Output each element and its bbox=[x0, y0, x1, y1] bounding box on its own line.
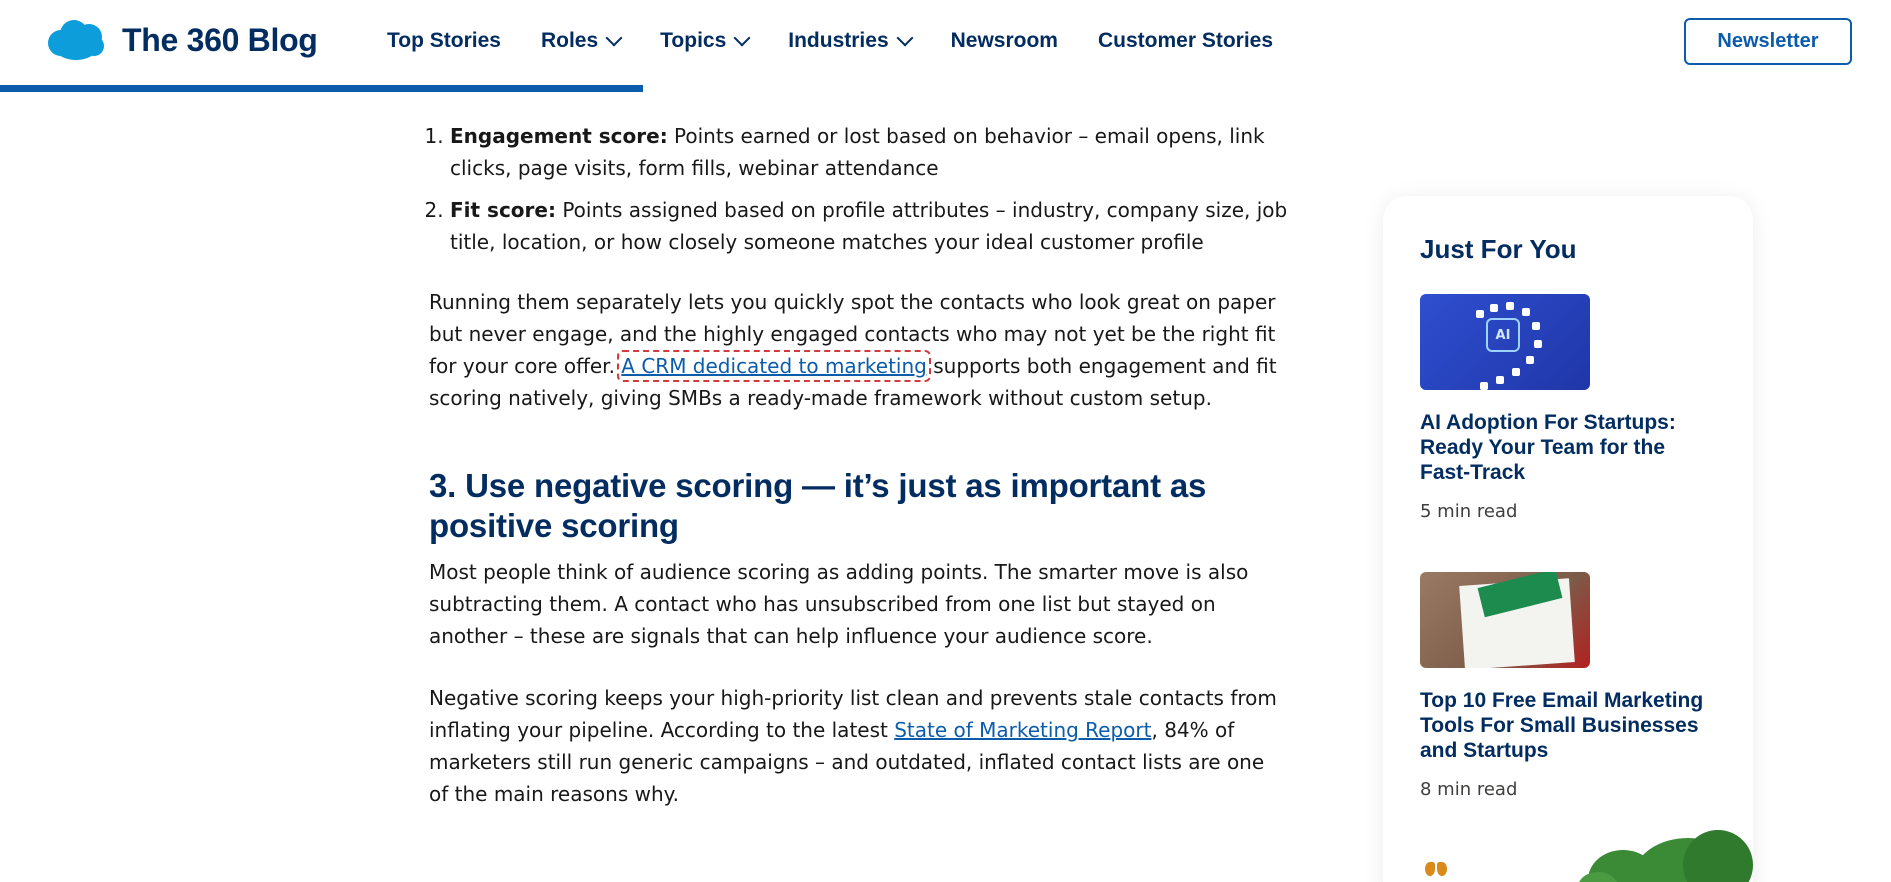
paragraph: Most people think of audience scoring as adding points. The smarter move is also subtracting them. A contact who has unsubscribed from one list but stayed on another – these are signals that can help influence your audience score. bbox=[429, 560, 1249, 648]
list-text: Points earned or lost based on behavior – email opens, link clicks, page visits, form fills, webinar attendance bbox=[450, 124, 1265, 180]
nav-topics[interactable] bbox=[660, 29, 748, 53]
chevron-down-icon bbox=[606, 30, 623, 47]
card-thumbnail bbox=[1420, 294, 1590, 390]
reading-progress-bar bbox=[0, 85, 1891, 92]
recommended-card[interactable] bbox=[1420, 294, 1720, 522]
site-header bbox=[0, 0, 1891, 92]
list-item bbox=[450, 120, 1289, 184]
main-nav bbox=[387, 29, 1273, 53]
just-for-you-sidebar bbox=[1383, 196, 1753, 882]
read-time: 8 min read bbox=[1420, 779, 1518, 800]
nav-customer-stories[interactable] bbox=[1098, 29, 1273, 53]
chevron-down-icon bbox=[734, 30, 751, 47]
nav-newsroom[interactable] bbox=[951, 29, 1058, 53]
list-item bbox=[450, 194, 1289, 258]
nav-roles[interactable] bbox=[541, 29, 620, 53]
butterfly-icon bbox=[1425, 860, 1447, 878]
nav-label: Topics bbox=[660, 29, 727, 52]
card-thumbnail bbox=[1420, 572, 1590, 668]
nav-label: Customer Stories bbox=[1097, 29, 1274, 52]
chevron-down-icon bbox=[896, 30, 913, 47]
nav-label: Industries bbox=[788, 29, 889, 52]
paragraph-text: Running them separately lets you quickly spot the contacts who look great on paper but never engage, and the highly engaged contacts who may not yet be the right fit for your core offer. bbox=[429, 290, 1276, 378]
site-logo[interactable] bbox=[48, 18, 318, 62]
paragraph-text: supports both engagement and fit scoring natively, giving SMBs a ready-made framework without custom setup. bbox=[429, 354, 1277, 410]
nav-top-stories[interactable] bbox=[387, 29, 501, 53]
state-of-marketing-link[interactable]: State of Marketing Report bbox=[894, 718, 1152, 742]
cloud-logo-icon bbox=[48, 18, 108, 62]
scoring-list bbox=[429, 120, 1289, 258]
nav-label: Top Stories bbox=[387, 29, 501, 52]
card-title[interactable]: Top 10 Free Email Marketing Tools For Small Businesses and Startups bbox=[1420, 689, 1704, 762]
reading-progress-fill bbox=[0, 85, 643, 92]
decorative-illustration bbox=[1383, 830, 1753, 882]
nav-label: Roles bbox=[540, 29, 599, 52]
list-text: Points assigned based on profile attributes – industry, company size, job title, location, or how closely someone matches your ideal customer profile bbox=[450, 198, 1288, 254]
ai-chip-icon: AI bbox=[1486, 318, 1520, 352]
section-heading: 3. Use negative scoring — it’s just as important as positive scoring bbox=[429, 467, 1207, 544]
list-term: Engagement score: bbox=[450, 124, 668, 148]
sidebar-title: Just For You bbox=[1420, 234, 1577, 264]
paragraph bbox=[429, 682, 1289, 810]
list-term: Fit score: bbox=[450, 198, 556, 222]
nav-industries[interactable] bbox=[788, 29, 910, 53]
article-body bbox=[429, 120, 1289, 810]
nav-label: Newsroom bbox=[950, 29, 1058, 52]
crm-marketing-link[interactable]: A CRM dedicated to marketing bbox=[621, 354, 927, 378]
brand-name: The 360 Blog bbox=[122, 21, 318, 58]
recommended-card[interactable] bbox=[1420, 572, 1720, 800]
paragraph-text: Negative scoring keeps your high-priority list clean and prevents stale contacts from inflating your pipeline. According to the latest bbox=[429, 686, 1277, 742]
paragraph bbox=[429, 286, 1289, 414]
newsletter-button[interactable]: Newsletter bbox=[1684, 18, 1852, 65]
card-title[interactable]: AI Adoption For Startups: Ready Your Team for the Fast-Track bbox=[1420, 411, 1676, 484]
read-time: 5 min read bbox=[1420, 501, 1518, 522]
paragraph-text: , 84% of marketers still run generic campaigns – and outdated, inflated contact lists are one of the main reasons why. bbox=[429, 718, 1265, 806]
